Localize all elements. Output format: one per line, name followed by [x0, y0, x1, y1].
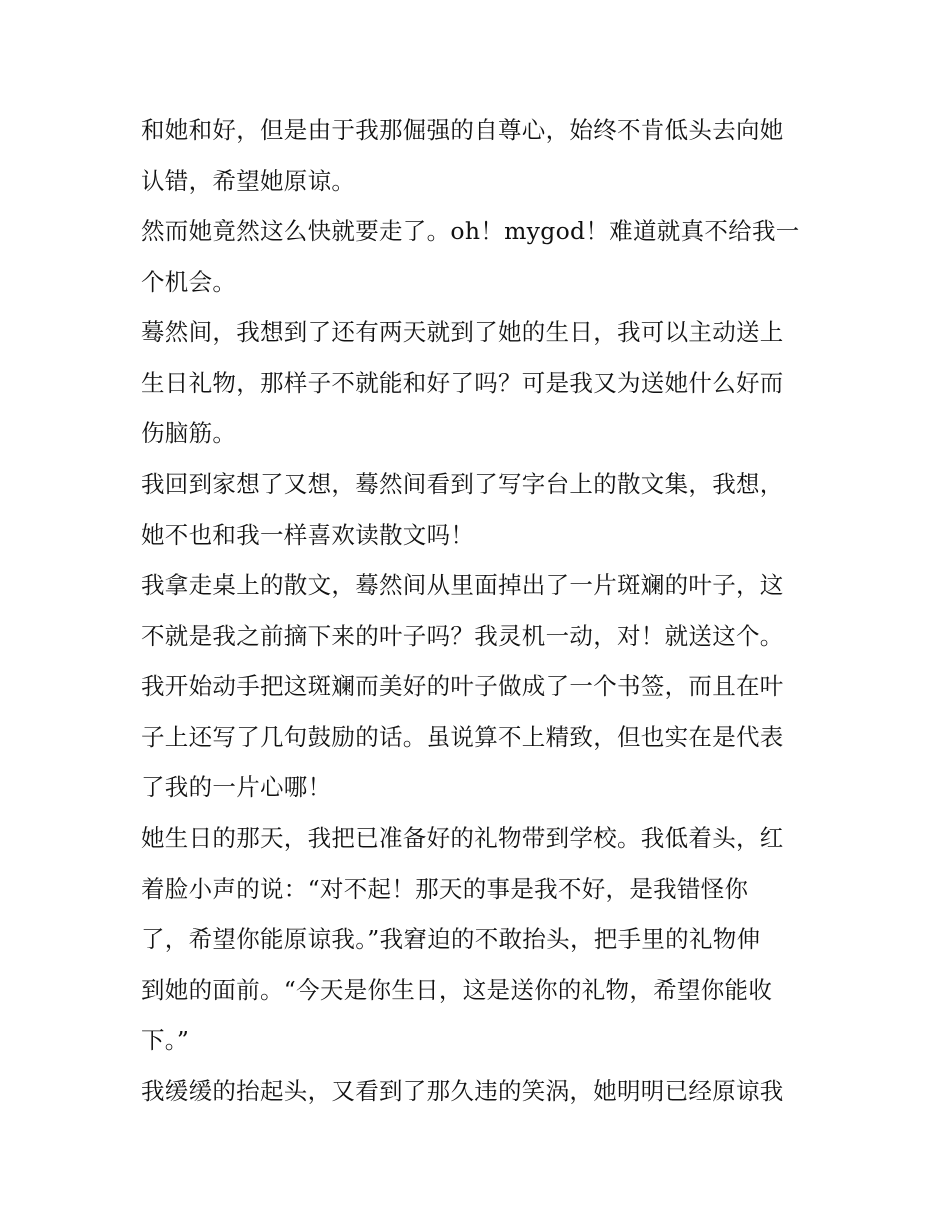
paragraph: 我开始动手把这斑斓而美好的叶子做成了一个书签，而且在叶 子上还写了几句鼓励的话。虽说算不上精致，但也实在是代表 了我的一片心哪！ — [141, 672, 784, 801]
paragraph: 我拿走桌上的散文，蓦然间从里面掉出了一片斑斓的叶子，这 不就是我之前摘下来的叶子吗？我灵机一动，对！就送这个。 — [141, 571, 784, 650]
paragraph: 和她和好，但是由于我那倔强的自尊心，始终不肯低头去向她 认错，希望她原谅。 — [141, 116, 784, 195]
paragraph: 她生日的那天，我把已准备好的礼物带到学校。我低着头，红 着脸小声的说：“对不起！那天的事是我不好，是我错怪你 了，希望你能原谅我。”我窘迫的不敢抬头，把手里的礼物伸 到她的面前。“今天是你生日，这是送你的礼物，希望你能收 下。” — [141, 824, 784, 1054]
paragraph: 蓦然间，我想到了还有两天就到了她的生日，我可以主动送上 生日礼物，那样子不就能和好了吗？可是我又为送她什么好而 伤脑筋。 — [141, 318, 784, 447]
paragraph: 我回到家想了又想，蓦然间看到了写字台上的散文集，我想， 她不也和我一样喜欢读散文吗！ — [141, 470, 784, 549]
paragraph: 然而她竟然这么快就要走了。oh！mygod！难道就真不给我一 个机会。 — [141, 217, 800, 296]
paragraph: 我缓缓的抬起头，又看到了那久违的笑涡，她明明已经原谅我 — [141, 1077, 784, 1105]
